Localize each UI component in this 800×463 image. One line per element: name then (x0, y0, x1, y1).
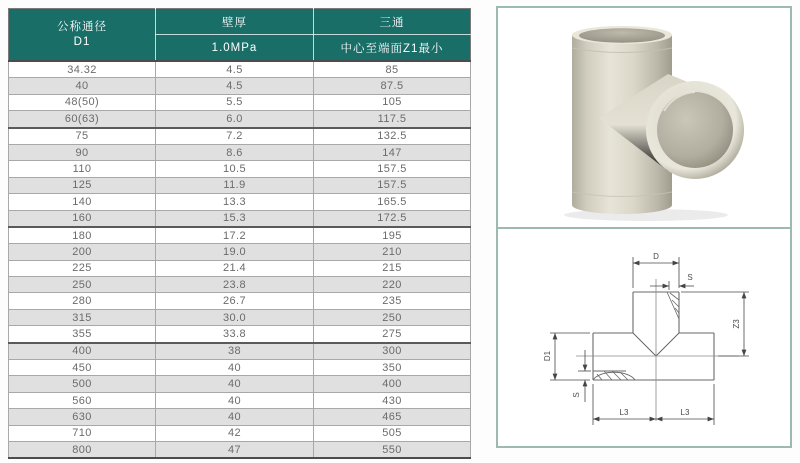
tee-fitting-photo-panel (496, 6, 792, 229)
table-cell: 560 (9, 392, 156, 408)
dim-label-d1: D1 (543, 350, 552, 362)
table-cell: 19.0 (156, 244, 314, 260)
table-row (9, 343, 471, 360)
table-row (9, 409, 471, 425)
tee-dimension-diagram-panel (496, 227, 792, 448)
table-cell: 21.4 (156, 260, 314, 276)
table-cell: 355 (9, 326, 156, 343)
table-cell: 38 (156, 343, 314, 360)
table-row (9, 227, 471, 244)
table-cell: 550 (314, 441, 471, 458)
table-cell: 160 (9, 210, 156, 227)
table-row (9, 210, 471, 227)
table-cell: 5.5 (156, 94, 314, 110)
table-cell: 75 (9, 128, 156, 145)
table-cell: 710 (9, 425, 156, 441)
table-cell: 157.5 (314, 177, 471, 193)
table-cell: 200 (9, 244, 156, 260)
table-cell: 40 (156, 392, 314, 408)
table-cell: 40 (9, 78, 156, 94)
table-row (9, 161, 471, 177)
table-cell: 450 (9, 360, 156, 376)
table-cell: 465 (314, 409, 471, 425)
table-cell: 11.9 (156, 177, 314, 193)
table-cell: 157.5 (314, 161, 471, 177)
table-cell: 33.8 (156, 326, 314, 343)
table-row (9, 309, 471, 325)
table-cell: 6.0 (156, 111, 314, 128)
table-cell: 430 (314, 392, 471, 408)
table-row (9, 392, 471, 408)
spec-table-body (9, 61, 471, 458)
table-cell: 34.32 (9, 61, 156, 78)
table-cell: 630 (9, 409, 156, 425)
table-cell: 235 (314, 293, 471, 309)
table-cell: 140 (9, 194, 156, 210)
table-cell: 4.5 (156, 61, 314, 78)
table-cell: 315 (9, 309, 156, 325)
table-cell: 85 (314, 61, 471, 78)
header-wall-thickness: 壁厚 (156, 9, 314, 35)
table-cell: 105 (314, 94, 471, 110)
table-cell: 47 (156, 441, 314, 458)
header-nominal-diameter-cn: 公称通径 (57, 20, 107, 33)
table-cell: 15.3 (156, 210, 314, 227)
table-cell: 7.2 (156, 128, 314, 145)
tee-top-opening (579, 28, 665, 42)
header-pressure-rating: 1.0MPa (156, 35, 314, 62)
header-tee: 三通 (314, 9, 471, 35)
table-row (9, 326, 471, 343)
table-cell: 275 (314, 326, 471, 343)
table-cell: 300 (314, 343, 471, 360)
table-row (9, 293, 471, 309)
table-cell: 87.5 (314, 78, 471, 94)
tee-fitting-photo (498, 8, 790, 227)
table-cell: 500 (9, 376, 156, 392)
table-cell: 40 (156, 409, 314, 425)
header-center-to-face: 中心至端面Z1最小 (314, 35, 471, 62)
table-cell: 132.5 (314, 128, 471, 145)
table-row (9, 194, 471, 210)
table-cell: 180 (9, 227, 156, 244)
dim-label-z: Z3 (732, 319, 741, 329)
table-cell: 165.5 (314, 194, 471, 210)
table-cell: 225 (9, 260, 156, 276)
table-cell: 400 (9, 343, 156, 360)
table-row (9, 260, 471, 276)
table-cell: 210 (314, 244, 471, 260)
dim-label-d: D (653, 252, 659, 261)
run-wall-hatch (593, 371, 635, 380)
table-cell: 26.7 (156, 293, 314, 309)
dim-label-l3-right: L3 (680, 408, 690, 417)
table-cell: 8.6 (156, 144, 314, 160)
dim-label-l3-left: L3 (619, 408, 629, 417)
dim-label-s-top: S (687, 273, 693, 282)
table-cell: 40 (156, 360, 314, 376)
header-nominal-diameter (9, 9, 156, 62)
dim-d1 (550, 333, 590, 380)
table-row (9, 277, 471, 293)
table-cell: 30.0 (156, 309, 314, 325)
dim-s-top (650, 281, 694, 290)
table-cell: 4.5 (156, 78, 314, 94)
dim-label-s-bottom: S (572, 392, 581, 398)
tee-spec-table (8, 8, 470, 455)
table-cell: 350 (314, 360, 471, 376)
table-row (9, 144, 471, 160)
tee-dimension-diagram (498, 229, 790, 446)
table-row (9, 376, 471, 392)
table-cell: 125 (9, 177, 156, 193)
table-row (9, 78, 471, 94)
table-row (9, 441, 471, 458)
table-row (9, 425, 471, 441)
table-cell: 215 (314, 260, 471, 276)
table-row (9, 61, 471, 78)
branch-wall-hatch (667, 292, 679, 319)
header-nominal-diameter-sym: D1 (73, 35, 91, 48)
table-cell: 90 (9, 144, 156, 160)
tee-outline (593, 292, 714, 380)
table-cell: 505 (314, 425, 471, 441)
table-cell: 40 (156, 376, 314, 392)
dim-l3 (593, 384, 714, 425)
table-row (9, 128, 471, 145)
table-cell: 60(63) (9, 111, 156, 128)
table-cell: 23.8 (156, 277, 314, 293)
table-cell: 172.5 (314, 210, 471, 227)
table-cell: 110 (9, 161, 156, 177)
table-row (9, 94, 471, 110)
table-cell: 147 (314, 144, 471, 160)
table-cell: 117.5 (314, 111, 471, 128)
table-cell: 17.2 (156, 227, 314, 244)
table-cell: 280 (9, 293, 156, 309)
table-cell: 10.5 (156, 161, 314, 177)
table-row (9, 111, 471, 128)
table-cell: 13.3 (156, 194, 314, 210)
table-cell: 48(50) (9, 94, 156, 110)
table-cell: 250 (9, 277, 156, 293)
table-row (9, 244, 471, 260)
table-cell: 42 (156, 425, 314, 441)
table-row (9, 177, 471, 193)
table-cell: 220 (314, 277, 471, 293)
table-cell: 250 (314, 309, 471, 325)
table-row (9, 360, 471, 376)
table-cell: 195 (314, 227, 471, 244)
table-cell: 400 (314, 376, 471, 392)
table-cell: 800 (9, 441, 156, 458)
